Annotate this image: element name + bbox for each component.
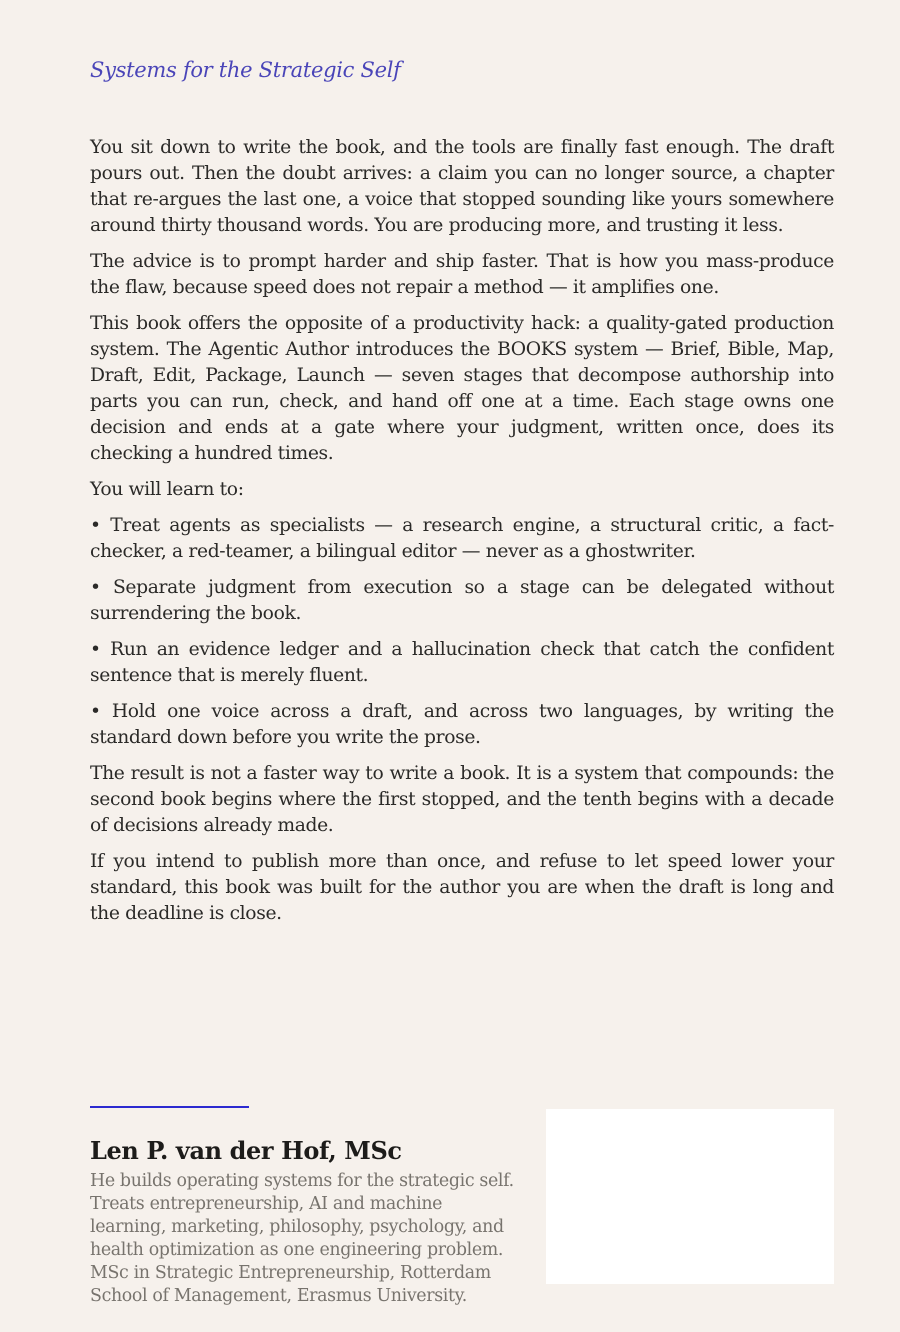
blurb-paragraph: The result is not a faster way to write a book. It is a system that compounds: the second book begins where the first stopped, and the tenth begins with a decade of decisions already made.: [90, 763, 834, 836]
author-bio-line: He builds operating systems for the strategic self.: [90, 1171, 514, 1191]
blurb-paragraph: If you intend to publish more than once, and refuse to let speed lower your standard, this book was built for the author you are when the draft is long and the deadline is close.: [90, 851, 834, 924]
author-bio-line: Treats entrepreneurship, AI and machine: [90, 1194, 443, 1214]
blurb-bullet-item: • Treat agents as specialists — a research engine, a structural critic, a fact-checker, a red-teamer, a bilingual editor — never as a ghostwriter.: [90, 515, 834, 562]
blurb-bullet-item: • Separate judgment from execution so a stage can be delegated without surrendering the book.: [90, 577, 834, 624]
blurb-paragraph: You sit down to write the book, and the tools are finally fast enough. The draft pours out. Then the doubt arrives: a claim you can no longer source, a chapter that re-argues the last one, a voice that stopped sounding like yours somewhere around thirty thousand words. You are producing more, and trusting it less.: [90, 137, 834, 236]
blurb-bullet-item: • Hold one voice across a draft, and across two languages, by writing the standard down before you write the prose.: [90, 701, 834, 748]
author-divider-rule: [90, 1106, 249, 1108]
blurb-paragraph: The advice is to prompt harder and ship faster. That is how you mass-produce the flaw, because speed does not repair a method — it amplifies one.: [90, 251, 834, 298]
author-bio-line: MSc in Strategic Entrepreneurship, Rotterdam: [90, 1263, 491, 1283]
author-bio: [90, 1170, 530, 1308]
blurb-list-intro: You will learn to:: [90, 479, 244, 500]
author-photo-placeholder: [546, 1109, 834, 1284]
author-bio-line: learning, marketing, philosophy, psychology, and: [90, 1217, 504, 1237]
series-title: Systems for the Strategic Self: [90, 58, 401, 82]
author-name: Len P. van der Hof, MSc: [90, 1136, 402, 1165]
author-bio-line: School of Management, Erasmus University.: [90, 1286, 467, 1306]
author-bio-line: health optimization as one engineering problem.: [90, 1240, 504, 1260]
back-cover-blurb: [90, 135, 834, 937]
blurb-paragraph: This book offers the opposite of a productivity hack: a quality-gated production system. The Agentic Author introduces the BOOKS system — Brief, Bible, Map, Draft, Edit, Package, Launch — seven stages that decompose authorship into parts you can run, check, and hand off one at a time. Each stage owns one decision and ends at a gate where your judgment, written once, does its checking a hundred times.: [90, 313, 834, 464]
blurb-bullet-item: • Run an evidence ledger and a hallucination check that catch the confident sentence that is merely fluent.: [90, 639, 834, 686]
